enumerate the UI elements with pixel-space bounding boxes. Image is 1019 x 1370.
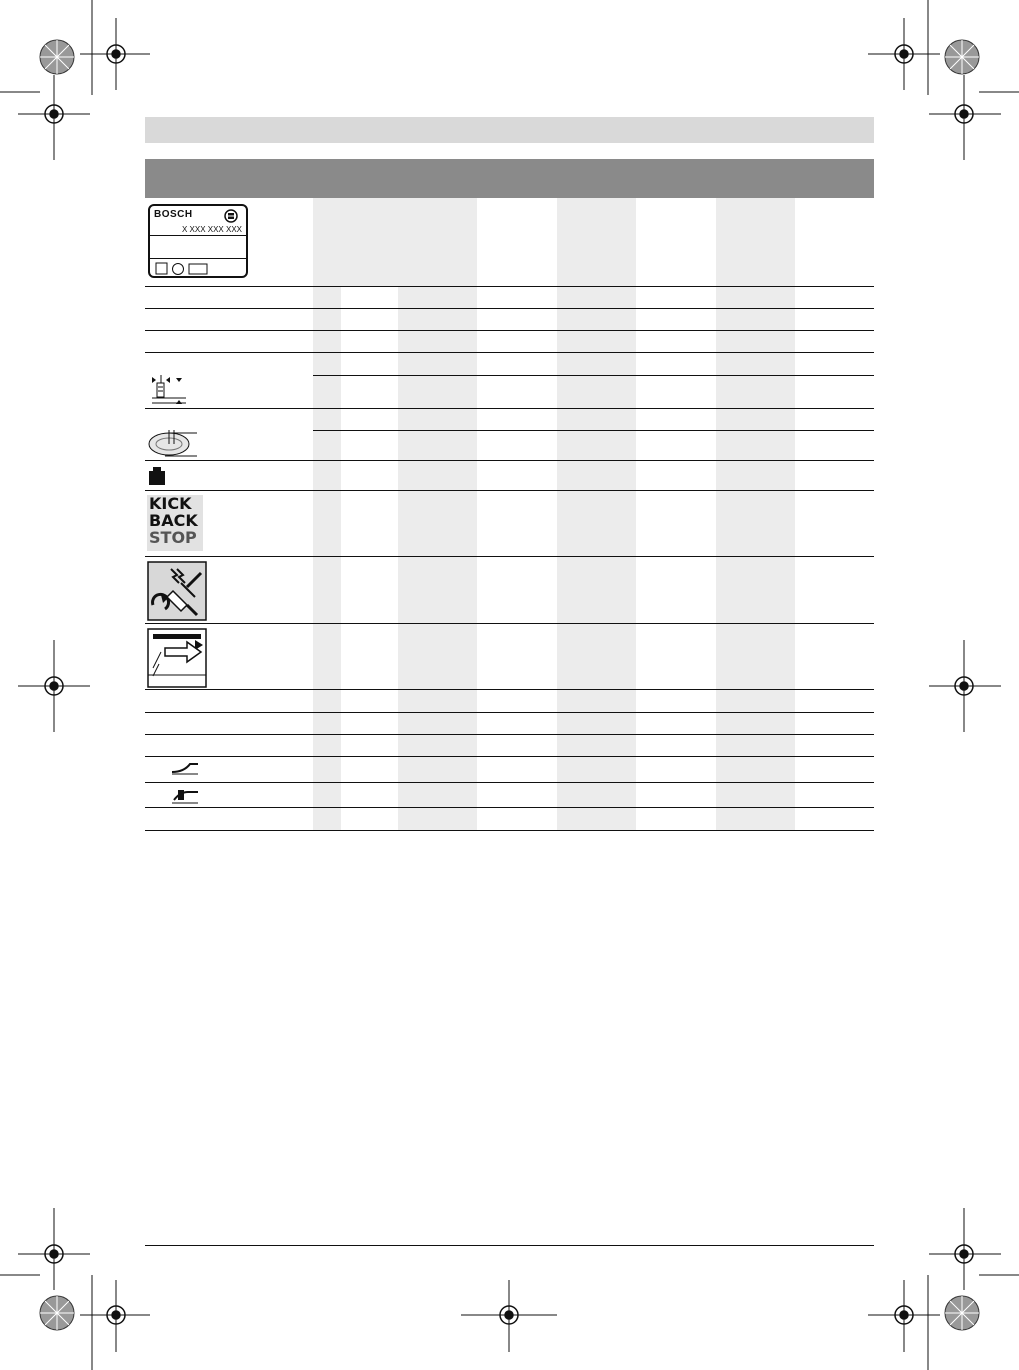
row-divider [145,689,874,690]
kickback-line3: STOP [149,528,197,547]
kickback-line1: KICK [149,494,192,513]
row-divider [145,712,874,713]
row-divider [145,782,874,783]
column-shade [557,198,636,830]
row-divider [313,375,874,376]
row-divider [145,623,874,624]
kickback-line2: BACK [149,511,198,530]
soft-start-icon [147,628,207,688]
cutting-depth-icon [148,373,188,407]
row-divider [145,308,874,309]
row-divider [145,286,874,287]
header-shade-span [341,198,398,286]
nameplate-brand: BOSCH [154,209,193,220]
page-header-strip [145,117,874,143]
footer-rule [145,1245,874,1246]
column-shade [398,198,477,830]
row-divider [145,556,874,557]
row-divider [145,460,874,461]
column-shade [313,198,341,830]
row-divider [145,830,874,831]
row-divider [145,490,874,491]
row-divider [145,734,874,735]
table-title-band [145,159,874,198]
row-divider [145,330,874,331]
disc-diameter-icon [147,426,201,460]
guard-icon [170,758,200,778]
nameplate-icon [148,204,248,278]
auxiliary-handle-icon [170,784,200,806]
column-shade [716,198,795,830]
nameplate-part-number: X XXX XXX XXX [181,225,242,234]
nameplate-symbols-icon [155,262,215,276]
row-divider [145,408,874,409]
row-divider [145,807,874,808]
row-divider [313,430,874,431]
restart-protection-icon [147,561,207,621]
row-divider [145,756,874,757]
row-divider [145,352,874,353]
ce-mark-icon [224,209,238,223]
weight-icon [148,466,166,486]
kickback-stop-icon [147,495,203,551]
